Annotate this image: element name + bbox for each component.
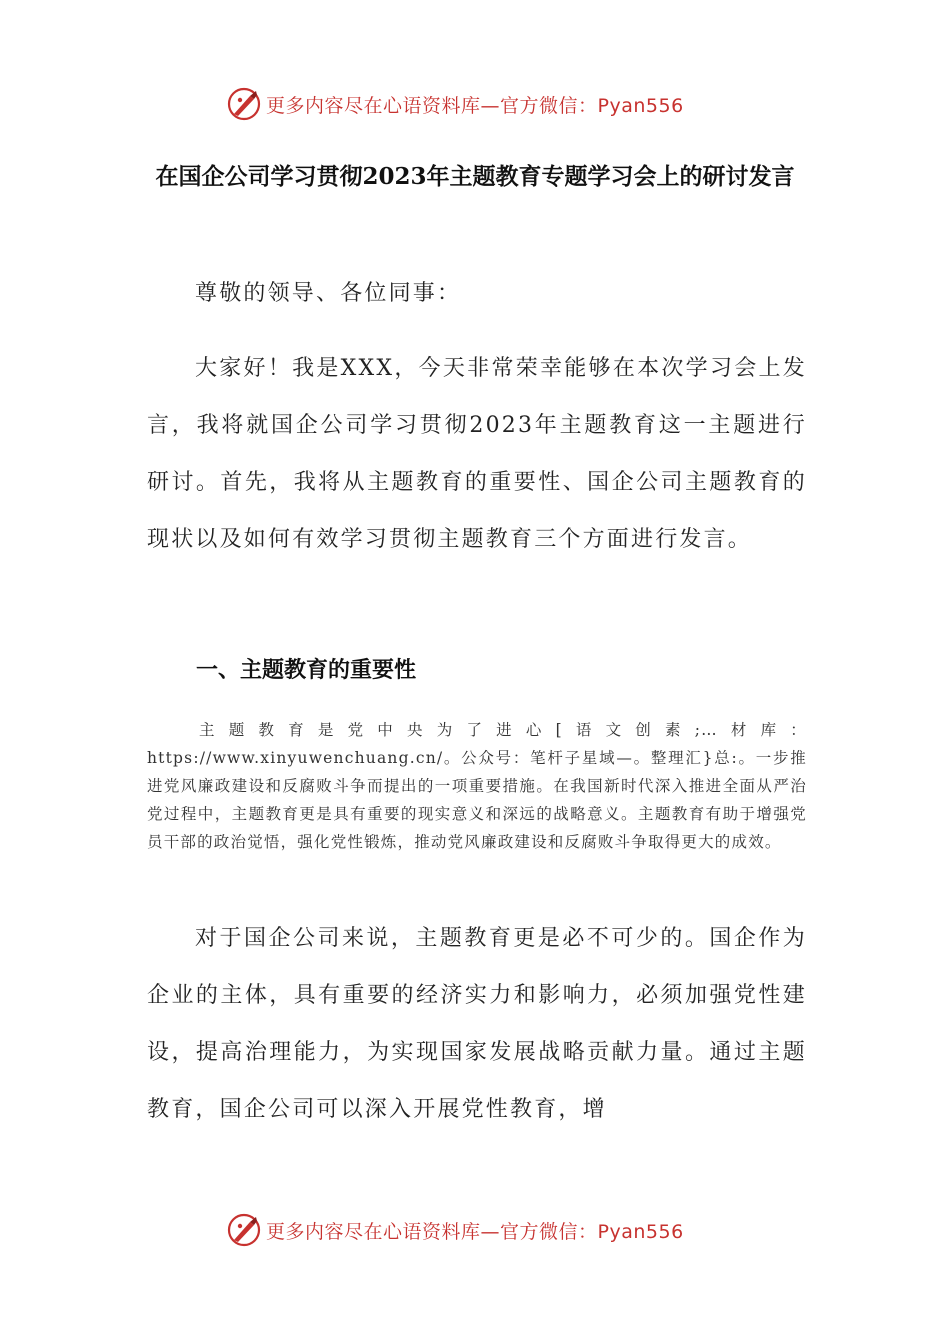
wechat-id: Pyan556 — [597, 94, 684, 117]
intro-paragraph: 大家好！我是XXX，今天非常荣幸能够在本次学习会上发言，我将就国企公司学习贯彻2023年主题教育这一主题进行研讨。首先，我将从主题教育的重要性、国企公司主题教育的现状以及如何有效学习贯彻主题教育三个方面进行发言。 — [147, 356, 807, 552]
footer-banner — [226, 1210, 684, 1250]
pen-logo-icon — [226, 1212, 262, 1248]
header-banner — [226, 84, 684, 124]
section-paragraph-small: 主题教育是党中央为了进心[语文创素;…材库：https://www.xinyuwenchuang.cn/。公众号：笔杆子星域—。整理汇}总:。一步推进党风廉政建设和反腐败斗争而提出的一项重要措施。在我国新时代深入推进全面从严治党过程中，主题教育更是具有重要的现实意义和深远的战略意义。主题教育有助于增强党员干部的政治觉悟，强化党性锻炼，推动党风廉政建设和反腐败斗争取得更大的成效。 — [147, 721, 807, 851]
section-paragraph: 对于国企公司来说，主题教育更是必不可少的。国企作为企业的主体，具有重要的经济实力和影响力，必须加强党性建设，提高治理能力，为实现国家发展战略贡献力量。通过主题教育，国企公司可以深入开展党性教育，增 — [147, 926, 807, 1122]
wechat-id: Pyan556 — [597, 1220, 684, 1243]
banner-text: 更多内容尽在心语资料库—官方微信：Pyan556 — [266, 94, 684, 117]
pen-logo-icon — [226, 86, 262, 122]
banner-text: 更多内容尽在心语资料库—官方微信：Pyan556 — [266, 1220, 684, 1243]
salutation: 尊敬的领导、各位同事： — [195, 281, 462, 306]
section-heading: 一、主题教育的重要性 — [196, 657, 417, 683]
document-title: 在国企公司学习贯彻2023年主题教育专题学习会上的研讨发言 — [155, 163, 795, 190]
